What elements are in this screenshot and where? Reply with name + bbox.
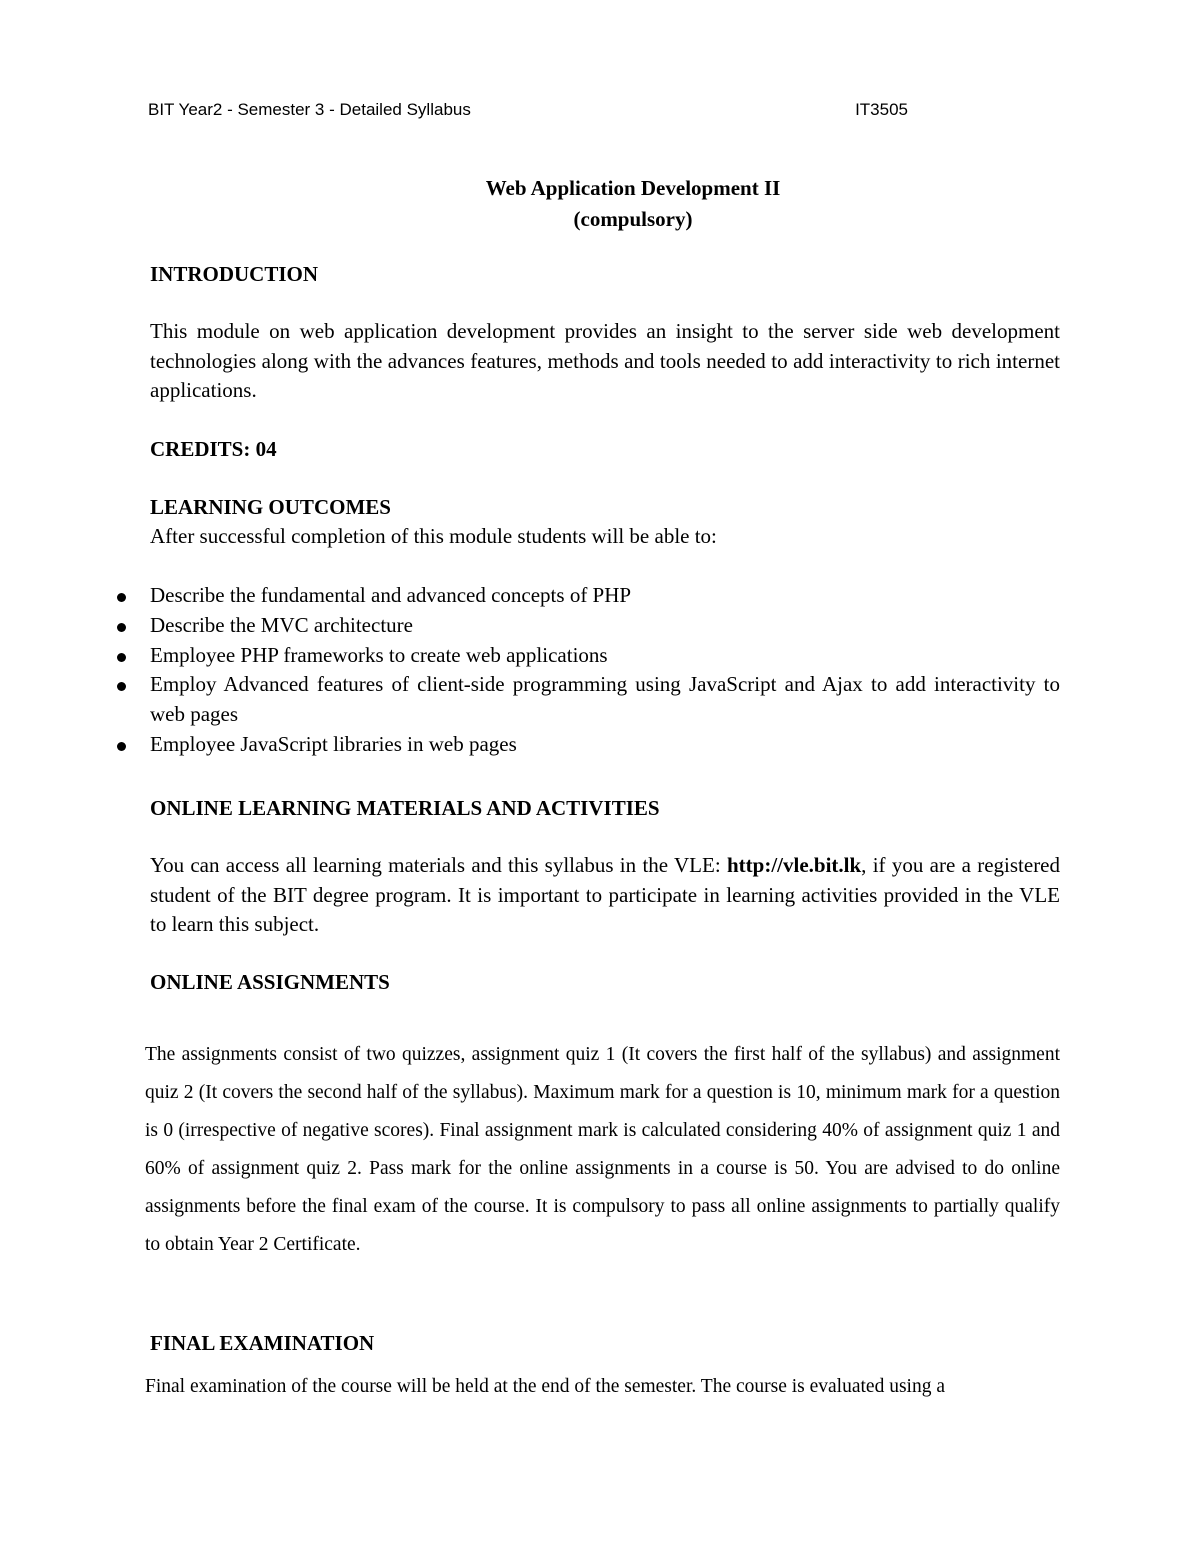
online-assignments-text: The assignments consist of two quizzes, assignment quiz 1 (It covers the first half of the syllabus) and assignment quiz 2 (It covers the second half of the syllabus). Maximum mark for a question is 10, minimum mark for a question is 0 (irrespective of negative scores). Final assignment mark is calculated considering 40% of assignment quiz 1 and 60% of assignment quiz 2. Pass mark for the online assignments in a course is 50. You are advised to do online assignments before the final exam of the course. It is compulsory to pass all online assignments to partially qualify to obtain Year 2 Certificate.: [145, 1044, 1060, 1255]
bullet-icon: [117, 682, 126, 691]
online-materials-text: [150, 851, 1060, 940]
bullet-icon: [117, 623, 126, 632]
learning-outcomes-list: [110, 581, 1060, 760]
online-assignments-heading: ONLINE ASSIGNMENTS: [150, 970, 390, 994]
introduction-heading: INTRODUCTION: [150, 262, 319, 286]
list-item-text: Employee PHP frameworks to create web applications: [150, 642, 608, 667]
learning-outcomes-intro: After successful completion of this module students will be able to:: [150, 524, 717, 548]
credits-heading: CREDITS: 04: [150, 437, 277, 461]
page-header: [148, 98, 908, 122]
list-item-text: Describe the fundamental and advanced concepts of PHP: [150, 583, 632, 607]
final-examination-heading: FINAL EXAMINATION: [150, 1331, 375, 1355]
bullet-icon: [117, 653, 126, 662]
online-materials-text-start: You can access all learning materials and this syllabus in the VLE:: [150, 853, 727, 877]
list-item: [110, 611, 1060, 641]
learning-outcomes-heading: LEARNING OUTCOMES: [150, 495, 391, 519]
title-line-1: Web Application Development II: [485, 176, 781, 200]
header-course-info: BIT Year2 - Semester 3 - Detailed Syllabus: [148, 100, 471, 119]
document-title: [0, 173, 1200, 235]
list-item: [110, 670, 1060, 730]
online-materials-heading: ONLINE LEARNING MATERIALS AND ACTIVITIES: [150, 796, 660, 820]
online-materials-text-end: , if you are a registered student of the BIT degree program. It is important to participate in learning activities provided in the VLE to learn this subject.: [150, 853, 1061, 936]
bullet-icon: [117, 742, 126, 751]
title-line-2: (compulsory): [573, 207, 693, 231]
list-item: [110, 581, 1060, 611]
introduction-text: This module on web application development provides an insight to the server side web development technologies along with the advances features, methods and tools needed to add interactivity to rich internet applications.: [150, 319, 1060, 402]
final-examination-text: Final examination of the course will be held at the end of the semester. The course is evaluated using a: [145, 1376, 945, 1397]
header-course-code: IT3505: [855, 100, 908, 119]
list-item: [110, 730, 1060, 760]
vle-link[interactable]: http://vle.bit.lk: [726, 853, 862, 877]
list-item-text: Describe the MVC architecture: [150, 612, 413, 637]
list-item-text: Employee JavaScript libraries in web pages: [150, 731, 517, 756]
bullet-icon: [117, 593, 126, 602]
list-item: [110, 641, 1060, 671]
list-item-text: Employ Advanced features of client-side programming using JavaScript and Ajax to add interactivity to web pages: [150, 672, 1060, 727]
